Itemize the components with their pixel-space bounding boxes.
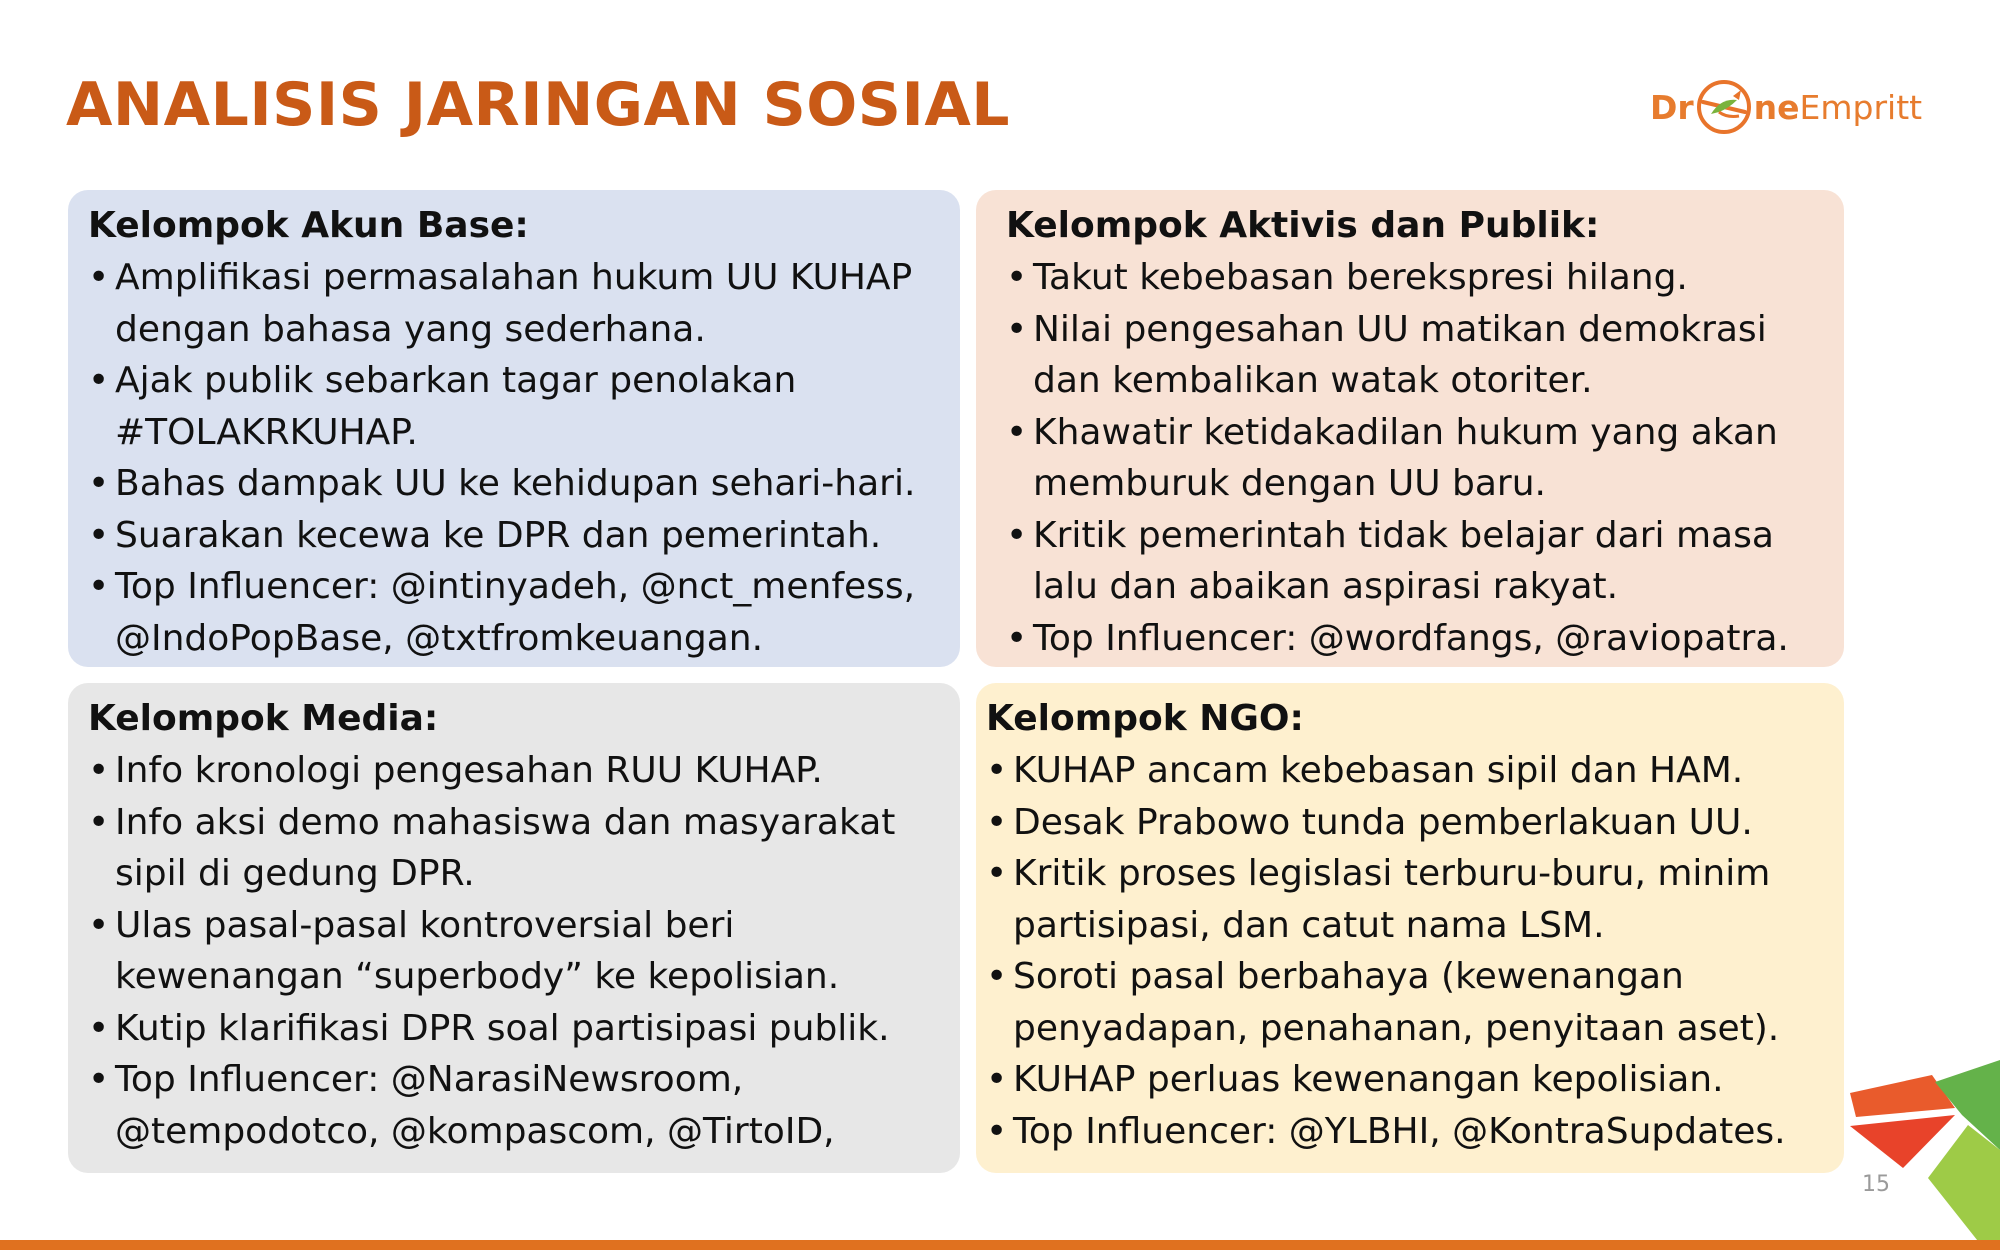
bullet-item: • Soroti pasal berbahaya (kewenangan penyadapan, penahanan, penyitaan aset). bbox=[986, 951, 1832, 1054]
card-heading: Kelompok Akun Base: bbox=[88, 205, 529, 246]
bullet-item: • Kritik pemerintah tidak belajar dari masa lalu dan abaikan aspirasi rakyat. bbox=[1006, 510, 1832, 613]
bullet-item: • Takut kebebasan berekspresi hilang. bbox=[1006, 252, 1832, 304]
card-heading: Kelompok NGO: bbox=[986, 698, 1304, 739]
bullet-item: • Amplifikasi permasalahan hukum UU KUHAP dengan bahasa yang sederhana. bbox=[88, 252, 948, 355]
bullet-item: • Ulas pasal-pasal kontroversial beri kewenangan “superbody” ke kepolisian. bbox=[88, 900, 948, 1003]
bullet-item: • Khawatir ketidakadilan hukum yang akan memburuk dengan UU baru. bbox=[1006, 407, 1832, 510]
bullet-item: • Bahas dampak UU ke kehidupan sehari-hari. bbox=[88, 458, 948, 510]
bullet-item: • Top Influencer: @intinyadeh, @nct_menfess, @IndoPopBase, @txtfromkeuangan. bbox=[88, 561, 948, 664]
bullet-item: • KUHAP ancam kebebasan sipil dan HAM. bbox=[986, 745, 1832, 797]
bullet-item: • Kutip klarifikasi DPR soal partisipasi publik. bbox=[88, 1003, 948, 1055]
bullet-item: • Top Influencer: @YLBHI, @KontraSupdates. bbox=[986, 1106, 1832, 1158]
bullet-item: • KUHAP perluas kewenangan kepolisian. bbox=[986, 1054, 1832, 1106]
slide-title: ANALISIS JARINGAN SOSIAL bbox=[66, 70, 1010, 140]
bullet-item: • Suarakan kecewa ke DPR dan pemerintah. bbox=[88, 510, 948, 562]
logo-text-prefix: Dr bbox=[1650, 87, 1694, 127]
bullet-item: • Top Influencer: @NarasiNewsroom, @tempodotco, @kompascom, @TirtoID, bbox=[88, 1054, 948, 1157]
card-heading: Kelompok Media: bbox=[88, 698, 439, 739]
bullet-item: • Desak Prabowo tunda pemberlakuan UU. bbox=[986, 797, 1832, 849]
bottom-accent-bar bbox=[0, 1240, 2000, 1250]
bullet-item: • Nilai pengesahan UU matikan demokrasi dan kembalikan watak otoriter. bbox=[1006, 304, 1832, 407]
logo-text-suffix: Empritt bbox=[1799, 87, 1923, 127]
bullet-item: • Info aksi demo mahasiswa dan masyarakat sipil di gedung DPR. bbox=[88, 797, 948, 900]
bullet-item: • Info kronologi pengesahan RUU KUHAP. bbox=[88, 745, 948, 797]
logo-text-middle: ne bbox=[1753, 87, 1800, 127]
card-heading: Kelompok Aktivis dan Publik: bbox=[1006, 205, 1600, 246]
page-number: 15 bbox=[1862, 1172, 1890, 1197]
bullet-item: • Kritik proses legislasi terburu-buru, minim partisipasi, dan catut nama LSM. bbox=[986, 848, 1832, 951]
bullet-item: • Ajak publik sebarkan tagar penolakan #TOLAKRKUHAP. bbox=[88, 355, 948, 458]
bullet-item: • Top Influencer: @wordfangs, @raviopatra. bbox=[1006, 613, 1832, 665]
